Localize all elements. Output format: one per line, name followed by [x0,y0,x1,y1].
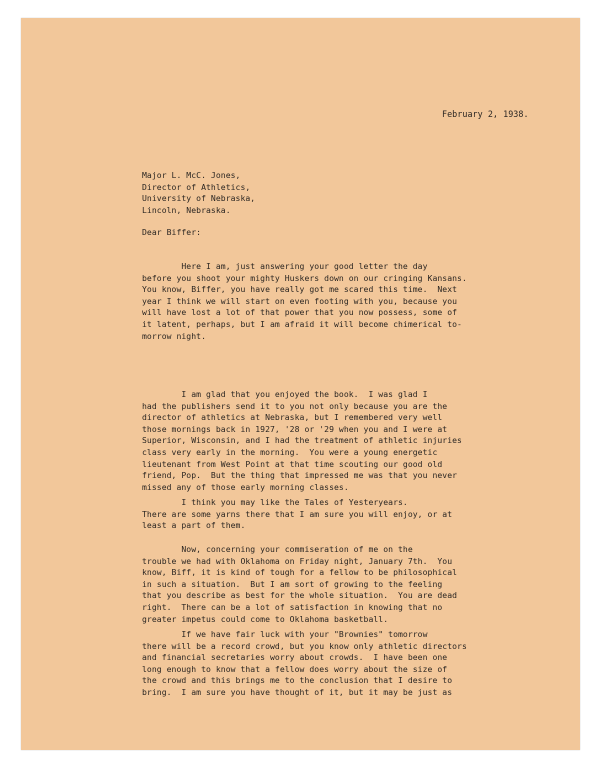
text-line: those mornings back in 1927, '28 or '29 when you and I were at [142,423,448,434]
text-line: it latent, perhaps, but I am afraid it will become chimerical to- [142,318,462,329]
text-line: least a part of them. [142,520,246,531]
address-line: Lincoln, Nebraska. [142,204,231,215]
letter-date: February 2, 1938. [442,109,529,119]
paragraph-4 [142,544,457,625]
address-line: Director of Athletics, [142,181,251,192]
text-line: Now, concerning your commiseration of me on the [142,544,413,554]
text-line: greater impetus could come to Oklahoma basketball. [142,613,389,624]
text-line: in such a situation. But I am sort of growing to the feeling [142,578,443,589]
text-line: long enough to know that a fellow does worry about the size of [142,663,448,674]
salutation: Dear Biffer: [142,227,202,237]
text-line: I am glad that you enjoyed the book. I was glad I [142,389,428,399]
text-line: bring. I am sure you have thought of it, but it may be just as [142,686,453,697]
text-line: morrow night. [142,330,206,341]
paragraph-2 [142,389,462,493]
recipient-address [142,170,255,216]
letter-page [21,18,580,750]
text-line: know, Biff, it is kind of tough for a fellow to be philosophical [142,567,458,578]
address-line: Major L. McC. Jones, [142,170,241,180]
text-line: I think you may like the Tales of Yesteryears. [142,497,408,507]
paragraph-1 [142,261,467,342]
text-line: Superior, Wisconsin, and I had the treatment of athletic injuries [142,435,462,446]
text-line: class very early in the morning. You were a young energetic [142,446,438,457]
text-line: the crowd and this brings me to the conclusion that I desire to [142,675,453,686]
text-line: year I think we will start on even footing with you, because you [142,295,458,306]
text-line: There are some yarns there that I am sure you will enjoy, or at [142,508,453,519]
text-line: right. There can be a lot of satisfaction in knowing that no [142,601,443,612]
text-line: You know, Biffer, you have really got me scared this time. Next [142,284,458,295]
text-line: will have lost a lot of that power that you now possess, some of [142,307,458,318]
text-line: friend, Pop. But the thing that impressed me was that you never [142,470,458,481]
text-line: had the publishers send it to you not only because you are the [142,400,448,411]
text-line: before you shoot your mighty Huskers down on our cringing Kansans. [142,272,467,283]
text-line: Here I am, just answering your good letter the day [142,261,428,271]
paragraph-3 [142,497,452,532]
text-line: and financial secretaries worry about crowds. I have been one [142,652,448,663]
text-line: there will be a record crowd, but you know only athletic directors [142,640,467,651]
text-line: If we have fair luck with your "Brownies" tomorrow [142,629,428,639]
address-line: University of Nebraska, [142,193,256,204]
text-line: trouble we had with Oklahoma on Friday night, January 7th. You [142,555,453,566]
text-line: director of athletics at Nebraska, but I remembered very well [142,412,443,423]
text-line: lieutenant from West Point at that time scouting our good old [142,458,443,469]
text-line: that you describe as best for the whole situation. You are dead [142,590,458,601]
text-line: missed any of those early morning classes. [142,481,349,492]
paragraph-5 [142,629,467,699]
